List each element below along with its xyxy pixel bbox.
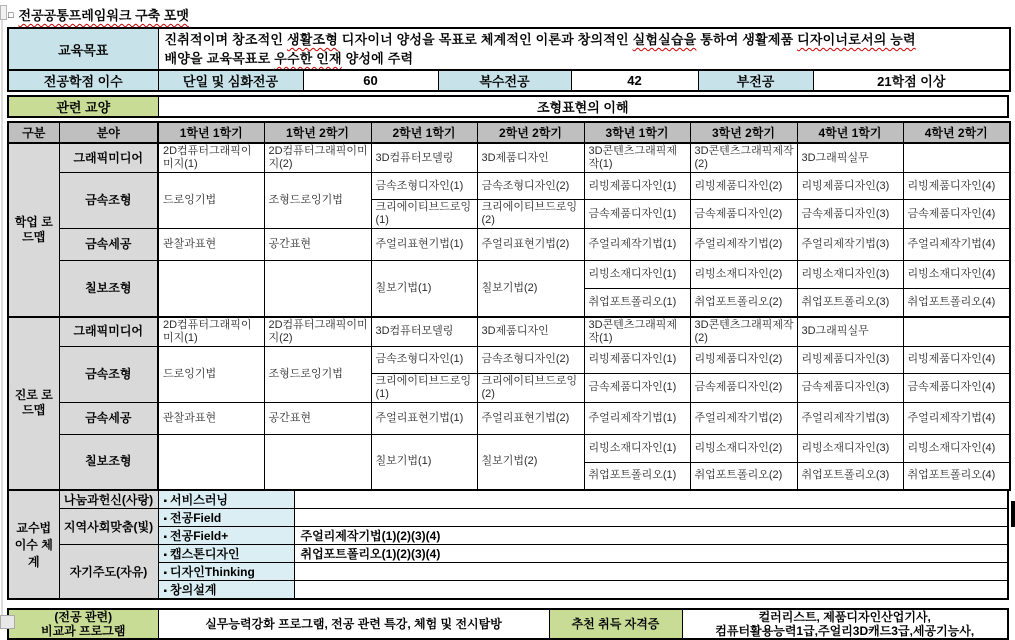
course-cell: 칠보기법(1) [371,261,477,317]
edu-goal-line1: 진취적이며 창조적인 생활조형 디자이너 양성을 목표로 체계적인 이론과 창의적인 실험실습을 통하여 생활제품 디자이너로서의 능력 [164,32,916,47]
col-header: 2학년 2학기 [477,122,584,143]
course-cell: 크리에이티브드로잉(2) [477,200,584,229]
course-cell: 주얼리표현기법(1) [371,402,477,434]
col-header: 4학년 1학기 [797,122,903,143]
teaching-item-value [294,563,1008,581]
course-cell: 금속제품디자인(4) [903,200,1010,229]
course-cell: 리빙제품디자인(2) [690,346,797,373]
teaching-item: ▪ 디자인Thinking [158,563,294,581]
course-cell: 드로잉기법 [158,173,264,229]
teaching-item: ▪ 창의설계 [158,581,294,600]
course-cell: 크리에이티브드로잉(1) [371,373,477,402]
course-cell [158,261,264,317]
col-header: 4학년 2학기 [903,122,1010,143]
program-label: (전공 관련) 비교과 프로그램 [8,609,158,639]
course-cell: 리빙제품디자인(4) [903,173,1010,200]
course-cell: 3D그래픽실무 [797,317,903,347]
course-cell: 크리에이티브드로잉(2) [477,373,584,402]
col-header: 1학년 1학기 [158,122,264,143]
course-cell: 리빙소재디자인(1) [584,434,690,462]
course-cell: 금속조형디자인(2) [477,173,584,200]
course-cell: 취업포트폴리오(2) [690,462,797,490]
teaching-method-table [7,489,1009,600]
course-cell: 3D컴퓨터모델링 [371,143,477,173]
course-cell: 3D콘텐츠그래픽제작(2) [690,143,797,173]
course-cell: 리빙소재디자인(2) [690,261,797,289]
credit-type-minor: 부전공 [698,70,813,91]
teaching-item-value [294,581,1008,600]
education-goal-table [7,27,1011,92]
course-cell: 주얼리제작기법(4) [903,229,1010,261]
course-cell: 드로잉기법 [158,346,264,402]
window-edge-line [1,19,3,628]
course-cell: 2D컴퓨터그래픽이미지(2) [264,143,371,173]
teaching-item-value: 취업포트폴리오(1)(2)(3)(4) [294,545,1008,563]
course-cell [264,261,371,317]
course-cell: 조형드로잉기법 [264,346,371,402]
teaching-group-label: 나눔과헌신(사랑) [59,490,158,509]
course-cell [158,434,264,490]
course-cell: 2D컴퓨터그래픽이미지(2) [264,317,371,347]
course-cell: 취업포트폴리오(4) [903,289,1010,317]
course-cell: 취업포트폴리오(3) [797,289,903,317]
course-cell: 금속제품디자인(3) [797,200,903,229]
section-label: 진로 로드맵 [8,317,59,491]
course-cell: 주얼리제작기법(2) [690,229,797,261]
teaching-label: 교수법 이수 체계 [8,490,59,599]
course-cell: 금속제품디자인(4) [903,373,1010,402]
course-cell: 리빙제품디자인(1) [584,346,690,373]
col-header: 3학년 1학기 [584,122,690,143]
scroll-corner-artifact [0,615,15,629]
course-cell: 리빙소재디자인(3) [797,261,903,289]
section-label: 학업 로드맵 [8,143,59,317]
course-cell [903,143,1010,173]
course-cell: 리빙소재디자인(1) [584,261,690,289]
course-cell: 주얼리제작기법(3) [797,402,903,434]
course-cell: 크리에이티브드로잉(1) [371,200,477,229]
course-cell: 금속제품디자인(2) [690,373,797,402]
teaching-item: ▪ 전공Field [158,509,294,527]
course-cell: 공간표현 [264,229,371,261]
course-cell: 금속제품디자인(1) [584,373,690,402]
course-cell: 리빙제품디자인(2) [690,173,797,200]
document-title [8,5,1015,22]
course-cell: 주얼리표현기법(2) [477,229,584,261]
col-header: 분야 [59,122,158,143]
credit-value-minor: 21학점 이상 [813,70,1010,91]
credit-value-double: 42 [571,70,698,91]
teaching-item: ▪ 서비스러닝 [158,490,294,509]
course-cell: 취업포트폴리오(3) [797,462,903,490]
course-cell: 3D그래픽실무 [797,143,903,173]
course-cell: 리빙소재디자인(3) [797,434,903,462]
course-cell: 주얼리제작기법(3) [797,229,903,261]
course-cell: 취업포트폴리오(4) [903,462,1010,490]
col-header: 2학년 1학기 [371,122,477,143]
liberal-value: 조형표현의 이해 [158,96,1008,117]
related-liberal-table [7,95,1009,118]
teaching-item: ▪ 캡스톤디자인 [158,545,294,563]
course-cell: 관찰과표현 [158,229,264,261]
field-label: 칠보조형 [59,434,158,490]
course-cell: 리빙제품디자인(3) [797,346,903,373]
teaching-item: ▪ 전공Field+ [158,527,294,545]
course-cell: 3D제품디자인 [477,317,584,347]
course-cell: 취업포트폴리오(1) [584,289,690,317]
course-cell: 3D콘텐츠그래픽제작(1) [584,143,690,173]
credit-type-single: 단일 및 심화전공 [158,70,303,91]
course-cell: 공간표현 [264,402,371,434]
course-cell: 금속제품디자인(1) [584,200,690,229]
field-label: 금속조형 [59,173,158,229]
course-cell: 관찰과표현 [158,402,264,434]
course-cell: 주얼리제작기법(2) [690,402,797,434]
credits-label: 전공학점 이수 [8,70,158,91]
course-cell: 취업포트폴리오(1) [584,462,690,490]
roadmap-table [7,121,1011,491]
course-cell: 리빙제품디자인(3) [797,173,903,200]
roadmap-header-row [8,122,1010,143]
course-cell: 리빙제품디자인(4) [903,346,1010,373]
course-cell: 3D콘텐츠그래픽제작(1) [584,317,690,347]
course-cell: 칠보기법(1) [371,434,477,490]
square-bullet-icon: □ [8,10,14,20]
field-label: 금속세공 [59,402,158,434]
course-cell: 주얼리표현기법(1) [371,229,477,261]
cert-label: 추천 취득 자격증 [549,609,682,639]
course-cell: 금속조형디자인(2) [477,346,584,373]
course-cell: 리빙소재디자인(4) [903,261,1010,289]
bottom-table [7,608,1009,640]
teaching-item-value [294,509,1008,527]
course-cell: 취업포트폴리오(2) [690,289,797,317]
field-label: 그래픽미디어 [59,143,158,173]
course-cell: 주얼리제작기법(1) [584,402,690,434]
course-cell: 금속조형디자인(1) [371,346,477,373]
col-header: 구분 [8,122,59,143]
course-cell: 주얼리표현기법(2) [477,402,584,434]
course-cell [903,317,1010,347]
field-label: 금속세공 [59,229,158,261]
course-cell: 칠보기법(2) [477,261,584,317]
course-cell: 리빙제품디자인(1) [584,173,690,200]
scrollbar-mark [1011,501,1015,527]
course-cell: 3D콘텐츠그래픽제작(2) [690,317,797,347]
course-cell: 금속제품디자인(3) [797,373,903,402]
course-cell: 조형드로잉기법 [264,173,371,229]
document-title-text: 전공공통프레임워크 구축 포맷 [18,8,189,23]
edu-goal-label: 교육목표 [8,28,158,70]
course-cell: 리빙소재디자인(2) [690,434,797,462]
edu-goal-text [158,28,1010,70]
course-cell: 2D컴퓨터그래픽이미지(1) [158,317,264,347]
field-label: 금속조형 [59,346,158,402]
course-cell: 주얼리제작기법(4) [903,402,1010,434]
col-header: 3학년 2학기 [690,122,797,143]
course-cell: 금속제품디자인(2) [690,200,797,229]
cert-value: 컬러리스트, 제품디자인산업기사, 컴퓨터활용능력1급,주얼리3D캐드3급,세공기능사, [682,609,1008,639]
course-cell: 2D컴퓨터그래픽이미지(1) [158,143,264,173]
course-cell: 주얼리제작기법(1) [584,229,690,261]
field-label: 그래픽미디어 [59,317,158,347]
course-cell: 리빙소재디자인(4) [903,434,1010,462]
course-cell: 금속조형디자인(1) [371,173,477,200]
liberal-label: 관련 교양 [8,96,158,117]
program-value: 실무능력강화 프로그램, 전공 관련 특강, 체험 및 전시탐방 [158,609,549,639]
course-cell: 3D컴퓨터모델링 [371,317,477,347]
teaching-item-value [294,490,1008,509]
teaching-group-label: 자기주도(자유) [59,545,158,600]
credit-type-double: 복수전공 [438,70,571,91]
course-cell: 3D제품디자인 [477,143,584,173]
col-header: 1학년 2학기 [264,122,371,143]
window-corner-artifact [0,5,7,20]
roadmap-section-career [8,317,1010,491]
course-cell [264,434,371,490]
teaching-group-label: 지역사회맞춤(빛) [59,509,158,545]
edu-goal-line2: 배양을 교육목표로 우수한 인재 양성에 주력 [164,51,414,66]
course-cell: 칠보기법(2) [477,434,584,490]
teaching-item-value: 주얼리제작기법(1)(2)(3)(4) [294,527,1008,545]
field-label: 칠보조형 [59,261,158,317]
roadmap-section-academic [8,143,1010,317]
credit-value-single: 60 [303,70,438,91]
